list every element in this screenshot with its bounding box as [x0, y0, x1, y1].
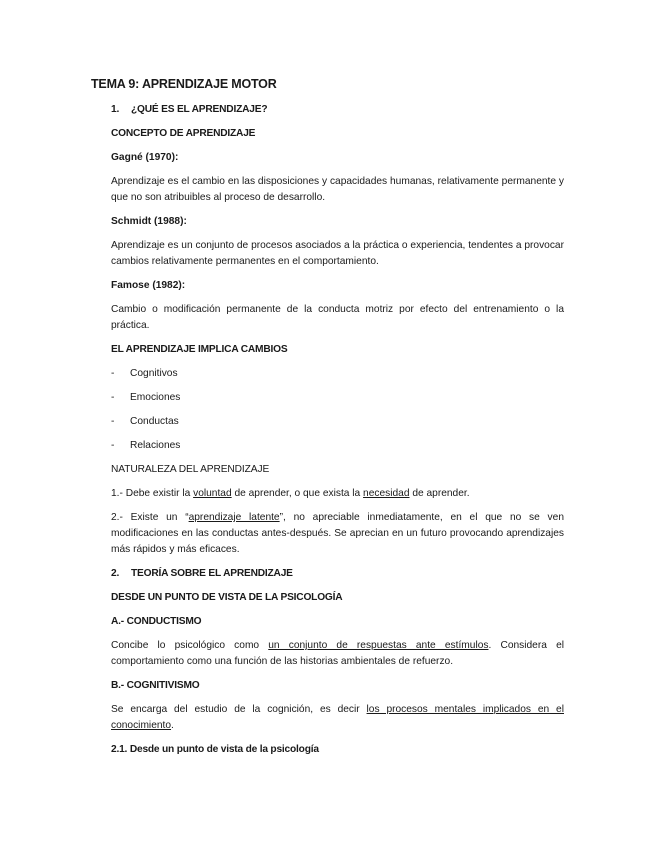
section-label: TEORÍA SOBRE EL APRENDIZAJE — [131, 568, 293, 579]
underlined-term: un conjunto de respuestas ante estímulos — [268, 640, 489, 651]
list-item: - Relaciones — [111, 440, 181, 451]
subheading-desde: DESDE UN PUNTO DE VISTA DE LA PSICOLOGÍA — [111, 592, 343, 603]
author-gagne: Gagné (1970): — [111, 152, 179, 163]
subheading-concepto: CONCEPTO DE APRENDIZAJE — [111, 128, 256, 139]
cognitivismo-text: Se encarga del estudio de la cognición, es decir los procesos mentales implicados en el conocimiento. — [111, 704, 564, 731]
list-item: - Cognitivos — [111, 368, 178, 379]
section-1-heading — [111, 102, 564, 118]
author-schmidt: Schmidt (1988): — [111, 216, 187, 227]
naturaleza-point-1: 1.- Debe existir la voluntad de aprender, o que exista la necesidad de aprender. — [111, 488, 470, 499]
definition-gagne: Aprendizaje es el cambio en las disposiciones y capacidades humanas, relativamente permanente y que no son atribuibles al proceso de desarrollo. — [111, 176, 564, 203]
subheading-cambios: EL APRENDIZAJE IMPLICA CAMBIOS — [111, 344, 288, 355]
section-number: 1. — [111, 104, 120, 115]
conductismo-text: Concibe lo psicológico como un conjunto de respuestas ante estímulos. Considera el comportamiento como una función de las historias ambientales de refuerzo. — [111, 640, 564, 667]
document-title: TEMA 9: APRENDIZAJE MOTOR — [91, 77, 277, 91]
definition-schmidt: Aprendizaje es un conjunto de procesos asociados a la práctica o experiencia, tendentes a provocar cambios relativamente permanentes en el comportamiento. — [111, 240, 564, 267]
underlined-term: los procesos mentales implicados en el conocimiento — [111, 704, 564, 731]
subheading-cognitivismo: B.- COGNITIVISMO — [111, 680, 200, 691]
document-body — [91, 76, 564, 766]
list-item: - Emociones — [111, 392, 181, 403]
underlined-term: necesidad — [363, 488, 410, 499]
naturaleza-point-2: 2.- Existe un “aprendizaje latente”, no apreciable inmediatamente, en el que no se ven modificaciones en las conductas antes-después. Se aprecian en un futuro provocando aprendizajes más rápidos y más eficaces. — [111, 512, 564, 555]
subsection-2-1-heading: 2.1. Desde un punto de vista de la psicología — [111, 744, 319, 755]
list-item: - Conductas — [111, 416, 179, 427]
section-number: 2. — [111, 568, 120, 579]
section-label: ¿QUÉ ES EL APRENDIZAJE? — [131, 104, 268, 115]
section-2-heading — [111, 566, 564, 582]
definition-famose: Cambio o modificación permanente de la conducta motriz por efecto del entrenamiento o la práctica. — [111, 304, 564, 331]
subheading-conductismo: A.- CONDUCTISMO — [111, 616, 202, 627]
cambios-list — [111, 366, 564, 454]
underlined-term: aprendizaje latente — [188, 512, 280, 523]
underlined-term: voluntad — [193, 488, 232, 499]
subheading-naturaleza: NATURALEZA DEL APRENDIZAJE — [111, 464, 270, 475]
author-famose: Famose (1982): — [111, 280, 186, 291]
